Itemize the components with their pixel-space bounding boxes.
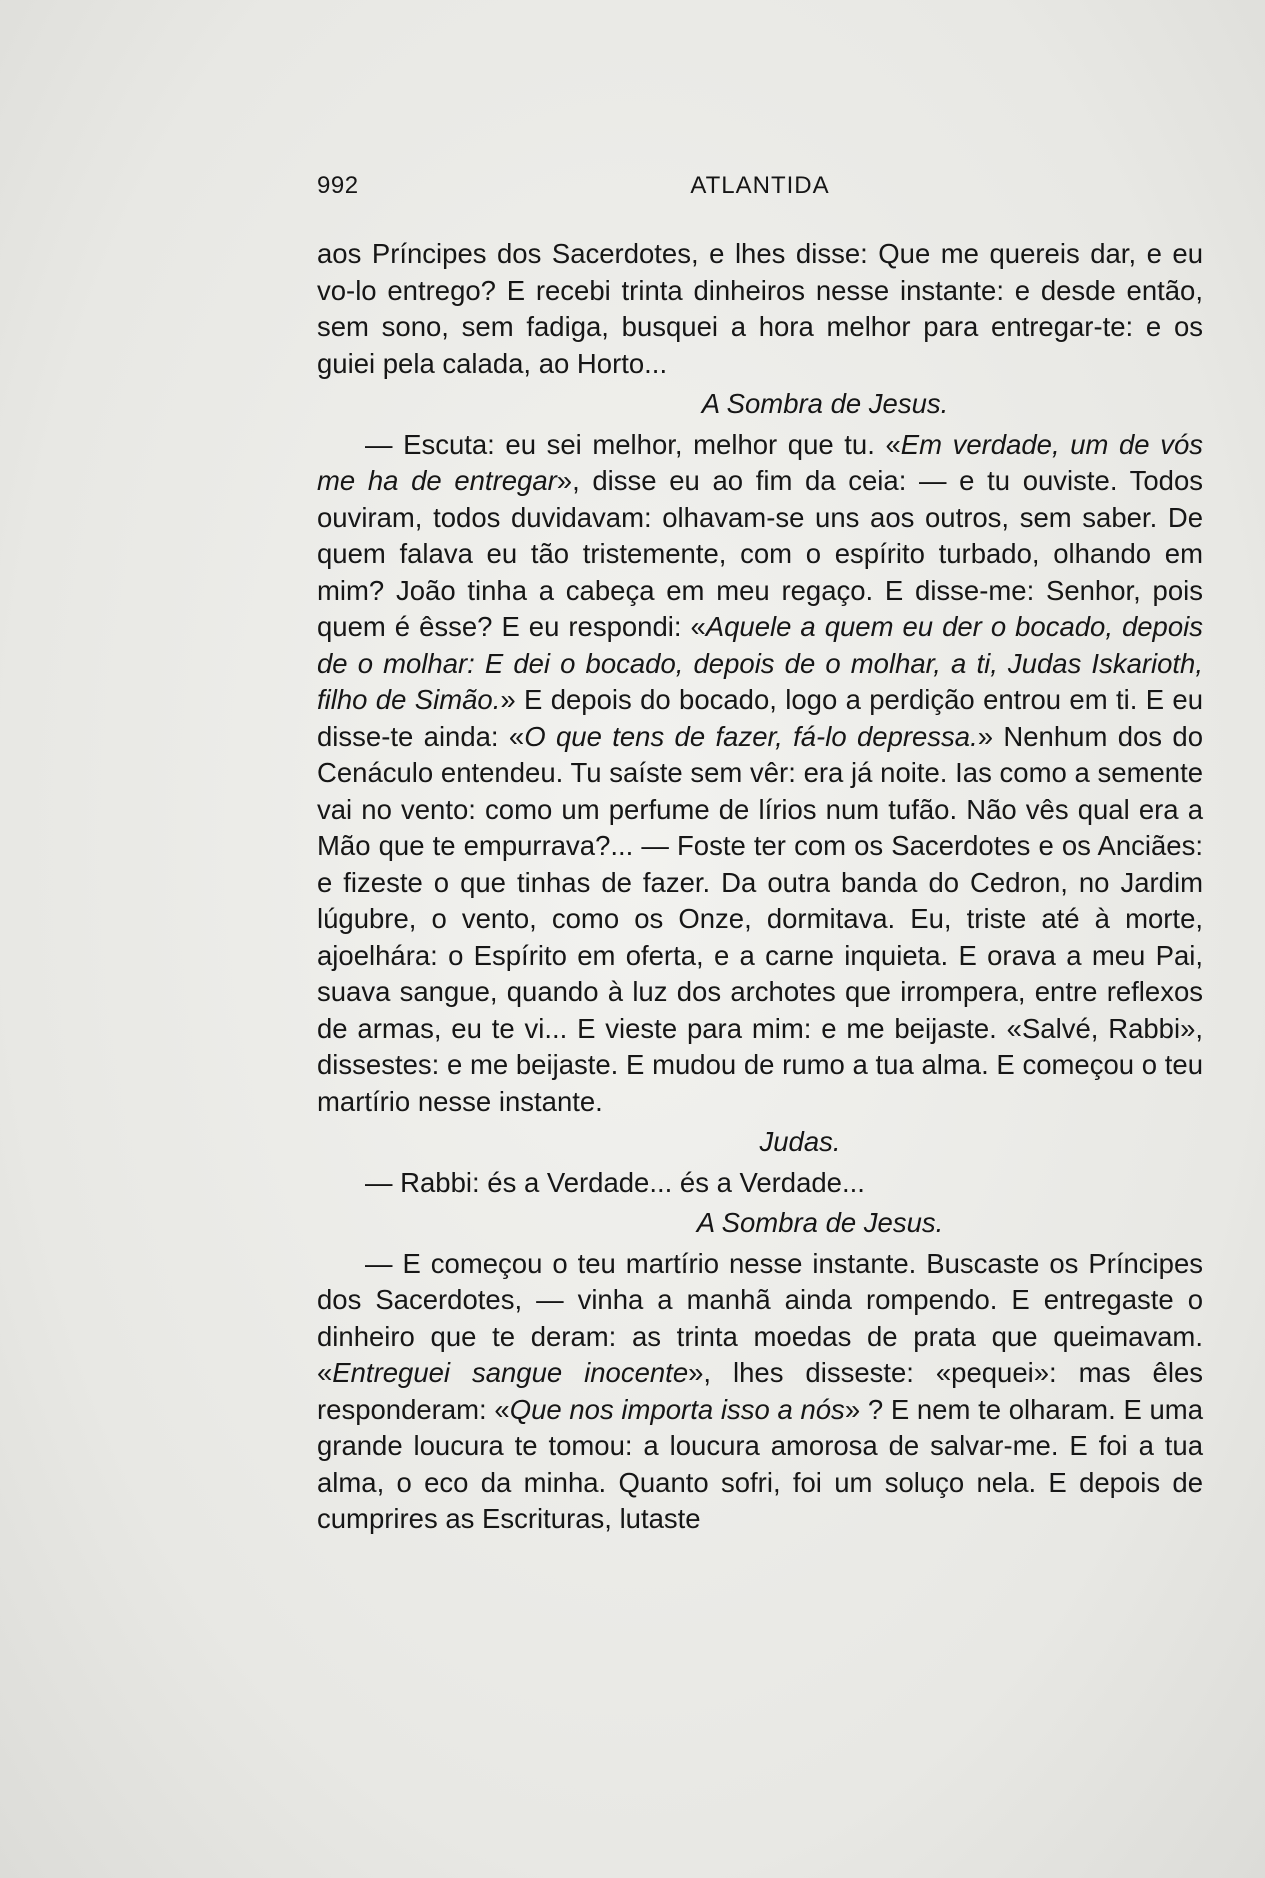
quote-run: Entreguei sangue inocente: [332, 1357, 689, 1388]
text-run: — Escuta: eu sei melhor, melhor que tu. «: [365, 428, 901, 460]
paragraph-3: — Rabbi: és a Verdade... és a Verdade...: [365, 1166, 865, 1198]
quote-run: Aquele a quem eu der o bocado, depois de o molhar: E dei o bocado, depois de o molhar, a ti, Judas Iskarioth, filho de Simão.: [317, 611, 1203, 715]
running-title: ATLANTIDA: [690, 172, 830, 199]
paragraph-4: [317, 1246, 1203, 1538]
text-run: », lhes disseste: «pequei»: mas êles responderam: «: [317, 1357, 1203, 1425]
text-run: », disse eu ao fim da ceia: — e tu ouviste. Todos ouviram, todos duvidavam: olhavam-se uns aos outros, sem saber. De quem falava eu tão tristemente, com o espírito turbado, olhando em mim? João tinha a cabeça em meu regaço. E disse-me: Senhor, pois quem é êsse? E eu respondi: «: [317, 465, 1204, 642]
paragraph-1: aos Príncipes dos Sacerdotes, e lhes disse: Que me quereis dar, e eu vo-lo entrego? E recebi trinta dinheiros nesse instante: e desde então, sem sono, sem fadiga, busquei a hora melhor para entregar-te: e os guiei pela calada, ao Horto...: [317, 238, 1203, 379]
text-run: » ? E nem te olharam. E uma grande loucura te tomou: a loucura amorosa de salvar-me. E foi a tua alma, o eco da minha. Quanto sofri, foi um soluço nela. E depois de cumprires as Escrituras, lutaste: [317, 1393, 1203, 1534]
text-run: — E começou o teu martírio nesse instante. Buscaste os Príncipes dos Sacerdotes, — vinha a manhã ainda rompendo. E entregaste o dinheiro que te deram: as trinta moedas de prata que queimavam. «: [317, 1247, 1203, 1388]
page-number: 992: [317, 172, 359, 199]
paragraph-2: [317, 427, 1203, 1121]
quote-run: Em verdade, um de vós me ha de entregar: [317, 428, 1203, 496]
page-header: [317, 172, 1203, 206]
speaker-label: A Sombra de Jesus.: [696, 1207, 944, 1238]
quote-run: Que nos importa isso a nós: [509, 1393, 845, 1425]
quote-run: O que tens de fazer, fá-lo depressa.: [524, 720, 978, 752]
speaker-label: A Sombra de Jesus.: [701, 388, 949, 419]
text-run: » E depois do bocado, logo a perdição entrou em ti. E eu disse-te ainda: «: [317, 684, 1203, 752]
text-run: » Nenhum dos do Cenáculo entendeu. Tu saíste sem vêr: era já noite. Ias como a semente vai no vento: como um perfume de lírios num tufão. Não vês qual era a Mão que te empurrava?... — Foste ter com os Sacerdotes e os Anciães: e fizeste o que tinhas de fazer. Da outra banda do Cedron, no Jardim lúgubre, o vento, como os Onze, dormitava. Eu, triste até à morte, ajoelhára: o Espírito em oferta, e a carne inquieta. E orava a meu Pai, suava sangue, quando à luz dos archotes que irrompera, entre reflexos de armas, eu te vi... E vieste para mim: e me beijaste. «Salvé, Rabbi», dissestes: e me beijaste. E mudou de rumo a tua alma. E começou o teu martírio nesse instante.: [317, 720, 1203, 1117]
speaker-label: Judas.: [759, 1126, 841, 1157]
page-body: [317, 236, 1203, 1538]
